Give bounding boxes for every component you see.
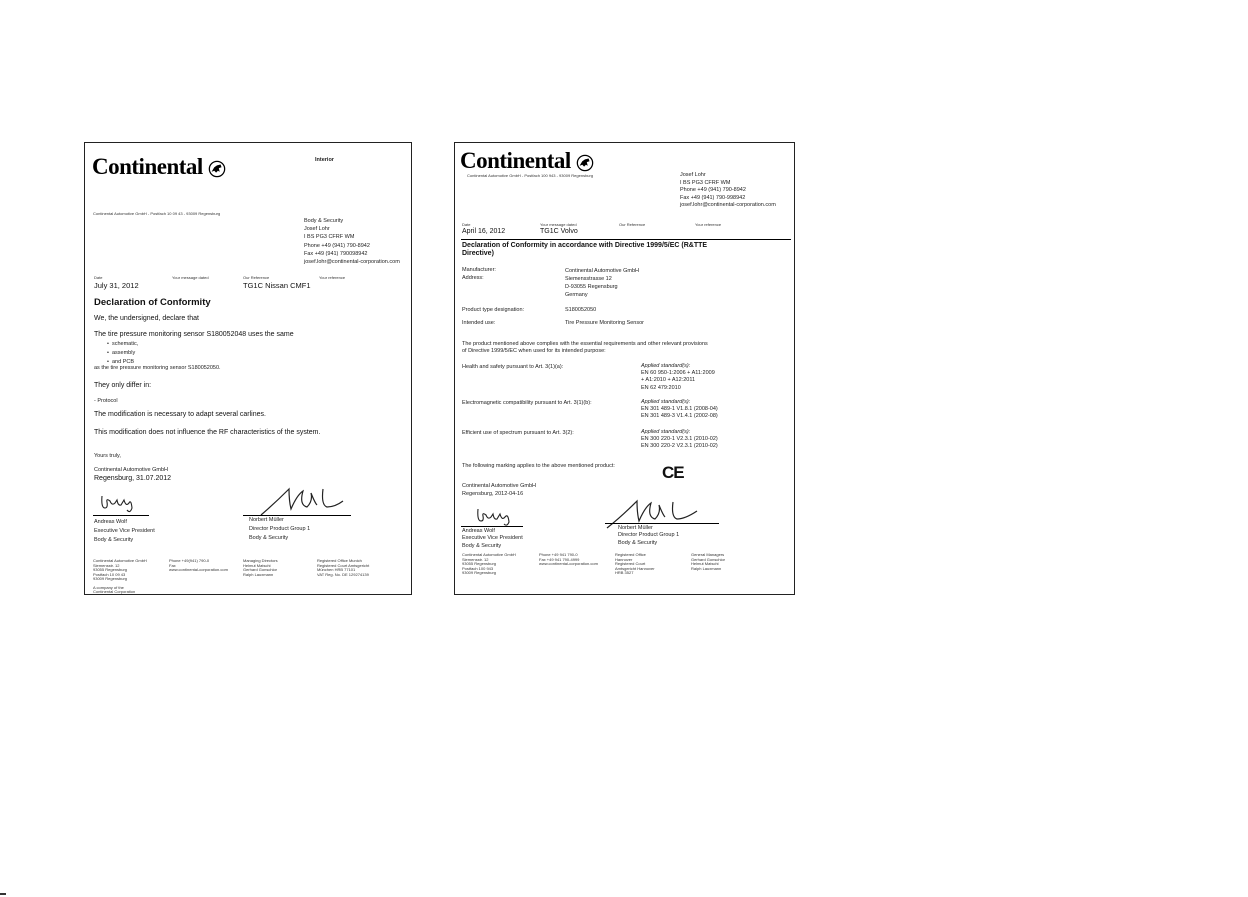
req-label-health: Health and safety pursuant to Art. 3(1)(a): (462, 364, 564, 370)
company-name: Continental Automotive GmbH Regensburg, 2012-04-16 (462, 483, 536, 497)
date-value: April 16, 2012 (462, 228, 506, 235)
req-standards-health: Applied standard(s): EN 60 950-1:2006 + A11:2009 + A1:2010 + A12:2011 EN 62 479:2010 (641, 363, 715, 391)
list-item: • schematic, (107, 341, 139, 347)
sender-line: Continental Automotive GmbH - Postfach 100 943 - 93009 Regensburg (467, 173, 594, 178)
footer-col-4: General Managers Gerhard Gonschior Helmut Matschi Ralph Lauxmann (691, 552, 726, 571)
manufacturer-value: Continental Automotive GmbH Siemensstrasse 12 D-93055 Regensburg Germany (565, 268, 639, 298)
footer-col-4: Registered Office Munich Registered Court Amtsgericht München HRB 77101 VAT Reg. No. DE 129274139 (317, 558, 370, 577)
signature-mueller (255, 483, 350, 519)
product-value: S180052050 (565, 307, 597, 313)
protocol-text: - Protocol (94, 398, 118, 404)
signature-wolf (99, 488, 139, 514)
document-nissan-declaration (84, 142, 412, 595)
req-label-spectrum: Efficient use of spectrum pursuant to Art. 3(2): (462, 430, 574, 436)
header-interior: Interior (315, 157, 334, 163)
differ-text: They only differ in: (94, 382, 152, 389)
contact-block: Body & Security Josef Lohr I BS PG3 CFRF WM Phone +49 (941) 790-8942 Fax +49 (941) 790098942 josef.lohr@continental-corporation.com (304, 218, 400, 266)
signature-line-left (461, 526, 523, 527)
signature-line-left (93, 515, 149, 516)
label-your-reference: Your reference (695, 222, 722, 227)
sensor-line-2: as the tire pressure monitoring sensor S180052050. (94, 365, 221, 371)
document-title: Declaration of Conformity in accordance with Directive 1999/5/EC (R&TTE Directive) (462, 242, 708, 257)
title-rule (461, 239, 791, 240)
our-reference-value: TG1C Nissan CMF1 (243, 281, 311, 290)
label-your-message: Your message dated (540, 222, 577, 227)
label-date: Date (462, 222, 471, 227)
document-volvo-declaration (454, 142, 795, 595)
marking-text: The following marking applies to the above mentioned product: (462, 463, 615, 469)
ce-mark: CE (662, 463, 684, 482)
signature-line-right (605, 523, 719, 524)
label-your-reference: Your reference (319, 275, 346, 280)
document-title: Declaration of Conformity (94, 297, 211, 308)
horse-logo-icon (208, 160, 226, 178)
rf-text: This modification does not influence the RF characteristics of the system. (94, 429, 321, 436)
our-reference-value: TG1C Volvo (540, 228, 578, 235)
address-label: Address: (462, 275, 484, 281)
intended-use-label: Intended use: (462, 320, 496, 326)
signatory-2: Norbert Müller Director Product Group 1 Body & Security (618, 525, 680, 546)
signature-wolf (475, 505, 519, 527)
page-corner-mark (0, 893, 6, 895)
company-name: Continental Automotive GmbH (94, 467, 168, 473)
product-label: Product type designation: (462, 307, 525, 313)
label-our-reference: Our Reference (243, 275, 270, 280)
continental-logo: Continental (460, 147, 594, 175)
req-standards-spectrum: Applied standard(s): EN 300 220-1 V2.3.1 (2010-02) EN 300 220-2 V2.3.1 (2010-02) (641, 429, 718, 450)
label-date: Date (94, 275, 103, 280)
footer-col-1: Continental Automotive GmbH Siemensstr. 12 93055 Regensburg Postfach 100 943 93009 Regensburg (462, 552, 516, 575)
signatory-1: Andreas Wolf Executive Vice President Body & Security (462, 528, 523, 549)
footer-col-3: Managing Directors Helmut Matschi Gerhard Gonschior Ralph Lauxmann (243, 558, 278, 577)
sensor-line: The tire pressure monitoring sensor S180052048 uses the same (94, 331, 294, 338)
sender-line: Continental Automotive GmbH - Postfach 10 09 43 - 93009 Regensburg (93, 211, 221, 216)
continental-logo: Continental (92, 153, 226, 181)
intended-use-value: Tire Pressure Monitoring Sensor (565, 320, 644, 326)
signatory-2: Norbert Müller Director Product Group 1 Body & Security (249, 517, 311, 541)
contact-block: Josef Lohr I BS PG3 CFRF WM Phone +49 (941) 790-8942 Fax +49 (941) 790-998942 josef.lohr@continental-corporation.com (680, 172, 776, 209)
label-your-message: Your message dated (172, 275, 209, 280)
modification-text: The modification is necessary to adapt several carlines. (94, 411, 266, 418)
footer-col-2: Phone +49(941) 790-0 Fax www.continental-corporation.com (169, 558, 228, 572)
list-item: • and PCB (107, 359, 134, 365)
manufacturer-label: Manufacturer: (462, 267, 496, 273)
footer-col-3: Registered Office Hannover Registered Court Amtsgericht Hannover HRB 3527 (615, 552, 655, 575)
horse-logo-icon (576, 154, 594, 172)
date-value: July 31, 2012 (94, 281, 139, 290)
req-standards-emc: Applied standard(s): EN 301 489-1 V1.8.1 (2008-04) EN 301 489-3 V1.4.1 (2002-08) (641, 399, 718, 420)
list-item: • assembly (107, 350, 136, 356)
footer-col-1: Continental Automotive GmbH Siemensstr. 12 93055 Regensburg Postfach 10 09 43 93009 Regensburg A company of the Continental Corporation (93, 558, 147, 594)
label-our-reference: Our Reference (619, 222, 646, 227)
intro-text: We, the undersigned, declare that (94, 315, 199, 322)
footer-col-2: Phone +49 941 790-0 Fax +49 941 790-4999 www.continental-corporation.com (539, 552, 598, 566)
req-label-emc: Electromagnetic compatibility pursuant to Art. 3(1)(b): (462, 400, 592, 406)
place-date: Regensburg, 31.07.2012 (94, 475, 172, 482)
bullet-list (107, 340, 138, 367)
closing-text: Yours truly, (94, 453, 121, 459)
compliance-text: The product mentioned above complies with the essential requirements and other relevant provisions of Directive 1999/5/EC when used for its intended purpose: (462, 341, 708, 354)
signatory-1: Andreas Wolf Executive Vice President Body & Security (94, 519, 155, 543)
